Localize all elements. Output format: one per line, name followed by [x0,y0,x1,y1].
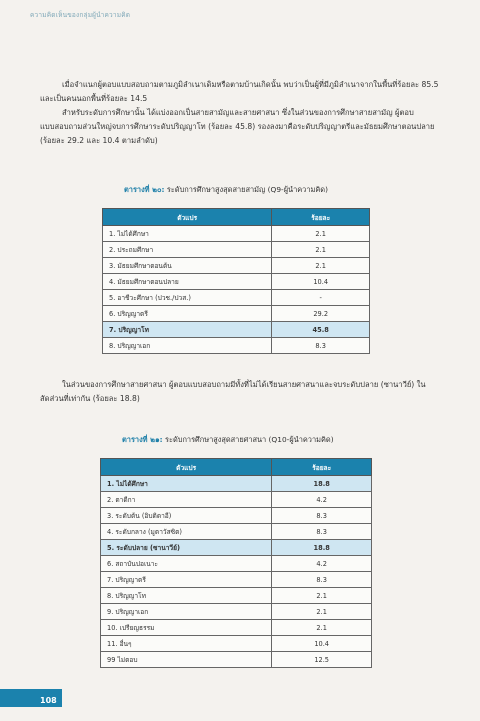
table-row [101,508,372,524]
table2-caption-number: ตารางที่ ๒๑: [122,435,163,444]
row-value: 2.1 [272,604,372,620]
table-row [101,652,372,668]
table-row-highlighted [101,476,372,492]
paragraph-hometown-text: เมื่อจำแนกผู้ตอบแบบสอบถามตามภูมิลำเนาเดิมหรือตามบ้านเกิดนั้น พบว่าเป็นผู้ที่มีภูมิลำเนาจากในพื้นที่ร้อยละ 85.5 และเป็นคนนอกพื้นที่ร้อยละ 14.5 [40,80,439,103]
row-value: 10.4 [272,636,372,652]
table-row [103,306,370,322]
column-header-variable: ตัวแปร [101,459,272,476]
row-value: 2.1 [272,588,372,604]
column-header-percent: ร้อยละ [272,459,372,476]
row-value: 18.8 [272,476,372,492]
row-label: 5. ระดับปลาย (ซานาวีย์) [101,540,272,556]
table-row [101,620,372,636]
row-label: 1. ไม่ได้ศึกษา [101,476,272,492]
row-label: 2. ตาดีกา [101,492,272,508]
row-label: 99 ไม่ตอบ [101,652,272,668]
table-row [101,524,372,540]
table1-caption [124,184,328,196]
table-row-highlighted [101,540,372,556]
table1-caption-number: ตารางที่ ๒๐: [124,185,165,194]
row-label: 3. มัธยมศึกษาตอนต้น [103,258,272,274]
table-header-row [101,459,372,476]
table-row [103,242,370,258]
row-value: 2.1 [272,242,370,258]
table2-caption-text: ระดับการศึกษาสูงสุดสายศาสนา (Q10-ผู้นำความคิด) [165,435,334,444]
paragraph-education [40,106,440,148]
row-value: 8.3 [272,338,370,354]
row-value: 2.1 [272,258,370,274]
table-row [101,492,372,508]
row-label: 11. อื่นๆ [101,636,272,652]
table-header-row [103,209,370,226]
row-label: 5. อาชีวะศึกษา (ปวช./ปวส.) [103,290,272,306]
table-row [101,572,372,588]
paragraph-religious-education [40,378,440,406]
column-header-percent: ร้อยละ [272,209,370,226]
row-value: - [272,290,370,306]
table-row [103,338,370,354]
row-value: 4.2 [272,492,372,508]
row-value: 8.3 [272,572,372,588]
table-row-highlighted [103,322,370,338]
running-header: ความคิดเห็นของกลุ่มผู้นำความคิด [30,11,131,19]
table-row [101,556,372,572]
row-label: 7. ปริญญาโท [103,322,272,338]
row-label: 2. ประถมศึกษา [103,242,272,258]
row-value: 8.3 [272,508,372,524]
table-row [101,636,372,652]
page-number: 108 [40,696,57,705]
row-value: 29.2 [272,306,370,322]
row-label: 4. ระดับกลาง (มูตาวัสซิต) [101,524,272,540]
row-value: 2.1 [272,226,370,242]
secular-education-table [102,208,370,354]
row-value: 18.8 [272,540,372,556]
row-value: 8.3 [272,524,372,540]
row-value: 12.5 [272,652,372,668]
table-row [103,290,370,306]
row-label: 7. ปริญญาตรี [101,572,272,588]
table-row [103,226,370,242]
table2-caption [122,434,334,446]
table-row [103,258,370,274]
row-label: 1. ไม่ได้ศึกษา [103,226,272,242]
row-label: 9. ปริญญาเอก [101,604,272,620]
row-value: 2.1 [272,620,372,636]
row-label: 8. ปริญญาโท [101,588,272,604]
row-label: 4. มัธยมศึกษาตอนปลาย [103,274,272,290]
paragraph-hometown [40,78,440,106]
row-label: 6. ปริญญาตรี [103,306,272,322]
religious-education-table [100,458,372,668]
row-label: 6. สถาบันปอเนาะ [101,556,272,572]
row-label: 10. เปรียญธรรม [101,620,272,636]
paragraph-education-text: สำหรับระดับการศึกษานั้น ได้แบ่งออกเป็นสายสามัญและสายศาสนา ซึ่งในส่วนของการศึกษาสายสามัญ ผู้ตอบแบบสอบถามส่วนใหญ่จบการศึกษาระดับปริญญาโท (ร้อยละ 45.8) รองลงมาคือระดับปริญญาตรีและมัธยมศึกษาตอนปลาย (ร้อยละ 29.2 และ 10.4 ตามลำดับ) [40,108,435,145]
table1-caption-text: ระดับการศึกษาสูงสุดสายสามัญ (Q9-ผู้นำความคิด) [166,185,328,194]
row-value: 4.2 [272,556,372,572]
row-label: 3. ระดับต้น (อิบติดาอี) [101,508,272,524]
row-value: 45.8 [272,322,370,338]
column-header-variable: ตัวแปร [103,209,272,226]
table-row [101,588,372,604]
row-label: 8. ปริญญาเอก [103,338,272,354]
table-row [103,274,370,290]
paragraph-religious-education-text: ในส่วนของการศึกษาสายศาสนา ผู้ตอบแบบสอบถามมีทั้งที่ไม่ได้เรียนสายศาสนาและจบระดับปลาย (ซานาวีย์) ในสัดส่วนที่เท่ากัน (ร้อยละ 18.8) [40,380,426,403]
table-row [101,604,372,620]
row-value: 10.4 [272,274,370,290]
